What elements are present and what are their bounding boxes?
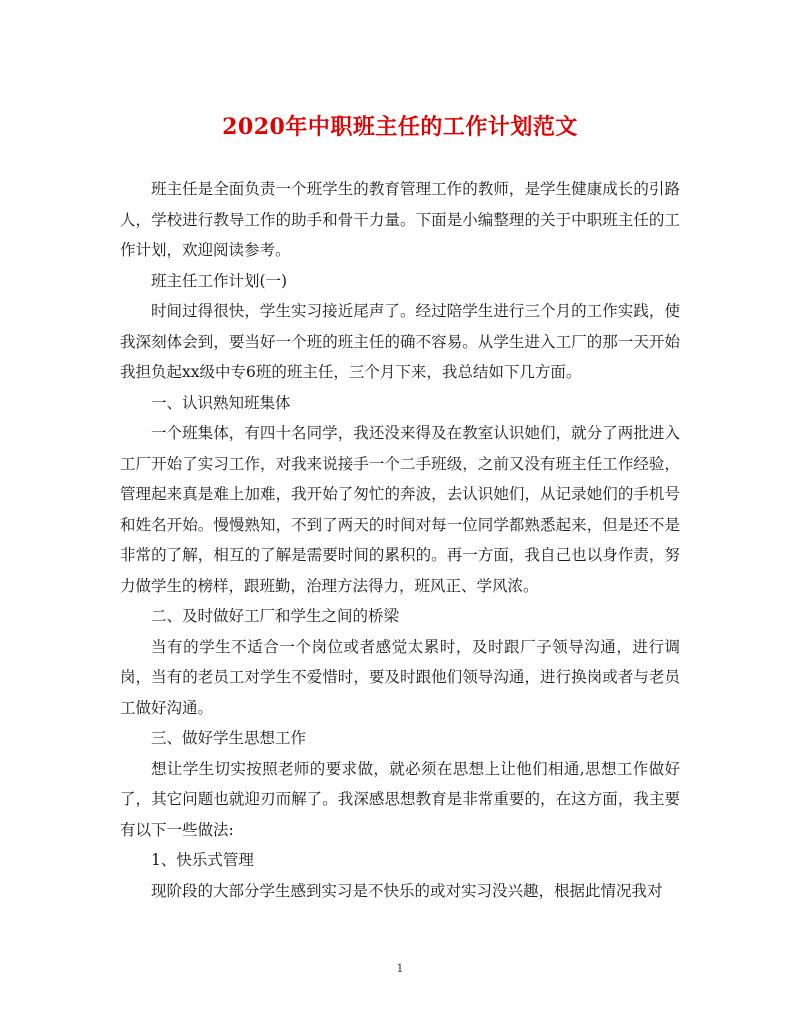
body-paragraph: 想让学生切实按照老师的要求做，就必须在思想上让他们相通,思想工作做好了，其它问题也就迎刃而解了。我深感思想教育是非常重要的，在这方面，我主要有以下一些做法: (120, 759, 680, 839)
document-title: 2020年中职班主任的工作计划范文 (222, 114, 578, 140)
section-heading: 二、及时做好工厂和学生之间的桥梁 (151, 607, 400, 625)
subsection-heading: 1、快乐式管理 (151, 851, 254, 869)
intro-paragraph: 班主任是全面负责一个班学生的教育管理工作的教师，是学生健康成长的引路人，学校进行教导工作的助手和骨干力量。下面是小编整理的关于中职班主任的工作计划，欢迎阅读参考。 (120, 180, 680, 259)
body-paragraph: 一个班集体，有四十名同学，我还没来得及在教室认识她们，就分了两批进入工厂开始了实习工作，对我来说接手一个二手班级，之前又没有班主任工作经验，管理起来真是难上加难，我开始了匆忙的奔波，去认识她们，从记录她们的手机号和姓名开始。慢慢熟知，不到了两天的时间对每一位同学都熟悉起来，但是还不是非常的了解，相互的了解是需要时间的累积的。再一方面，我自己也以身作责，努力做学生的榜样，跟班勤，治理方法得力，班风正、学风浓。 (120, 424, 680, 595)
document-body (120, 174, 680, 906)
body-paragraph: 时间过得很快，学生实习接近尾声了。经过陪学生进行三个月的工作实践，使我深刻体会到，要当好一个班的班主任的确不容易。从学生进入工厂的那一天开始我担负起xx级中专6班的班主任，三个月下来，我总结如下几方面。 (120, 302, 680, 381)
body-paragraph: 现阶段的大部分学生感到实习是不快乐的或对实习没兴趣，根据此情况我对 (151, 881, 663, 900)
section-heading: 班主任工作计划(一) (151, 271, 288, 290)
section-heading: 一、认识熟知班集体 (151, 393, 291, 412)
section-heading: 三、做好学生思想工作 (151, 729, 307, 747)
page-number: 1 (396, 962, 404, 975)
body-paragraph: 当有的学生不适合一个岗位或者感觉太累时，及时跟厂子领导沟通，进行调岗，当有的老员工对学生不爱惜时，要及时跟他们领导沟通，进行换岗或者与老员工做好沟通。 (120, 637, 680, 717)
